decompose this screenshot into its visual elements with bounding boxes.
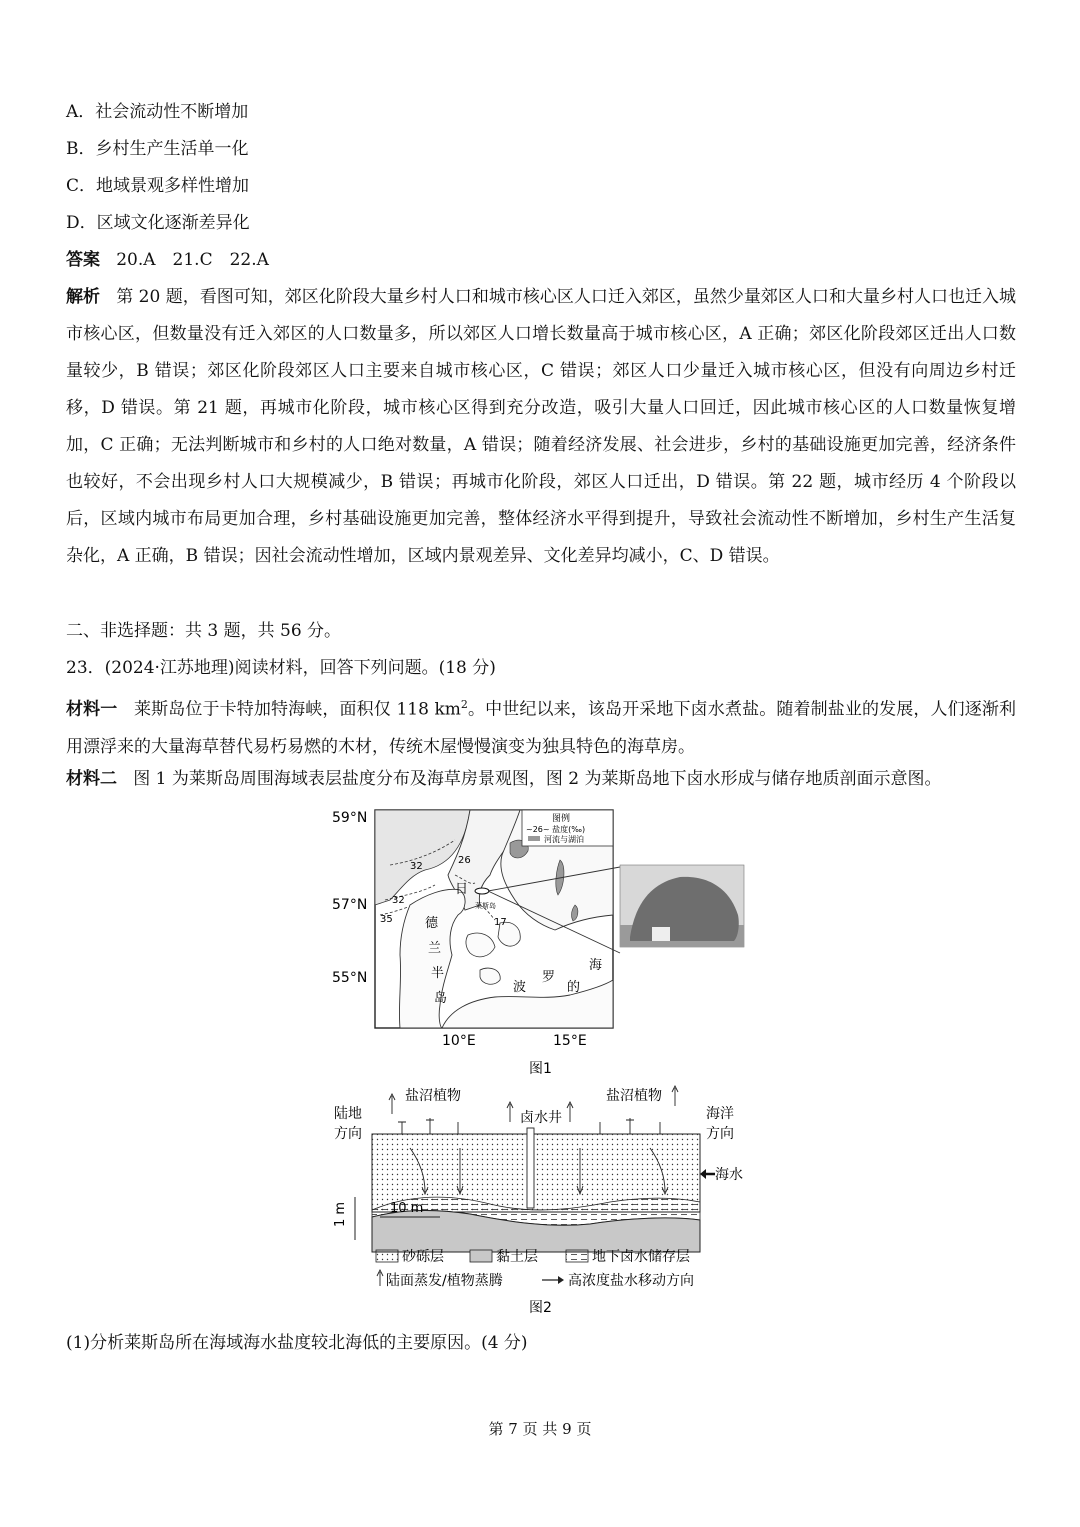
legend-sand-swatch [376,1250,398,1262]
brine-well [527,1128,534,1208]
seawater-label: 海水 [715,1167,743,1183]
isohaline-17: 17 [494,917,507,928]
lat-55: 55°N [332,970,368,986]
lat-57: 57°N [332,897,368,913]
option-d: D．区域文化逐渐差异化 [66,213,250,233]
legend-clay-swatch [470,1250,492,1262]
legend-rivers: 河流与湖泊 [544,835,584,844]
label-bo: 波 [513,980,527,995]
option-a: A．社会流动性不断增加 [66,102,249,122]
section-heading: 二、非选择题：共 3 题，共 56 分。 [66,621,342,641]
option-b: B．乡村生产生活单一化 [66,139,249,159]
material-two [66,769,941,789]
ocean-label-2: 方向 [706,1126,734,1142]
material-one-sup: 2 [460,698,468,711]
legend-salinity: ~26~ 盐度(‰) [526,825,586,834]
scale-vertical: 1 m [333,1201,348,1227]
ocean-label-1: 海洋 [706,1106,734,1122]
lat-59: 59°N [332,810,368,826]
lon-15: 15°E [553,1033,587,1049]
label-lan: 兰 [428,941,442,956]
isohaline-32b: 32 [392,895,405,906]
material-two-text: 图 1 为莱斯岛周围海域表层盐度分布及海草房景观图，图 2 为莱斯岛地下卤水形成与储存地质剖面示意图。 [133,769,942,789]
label-ri: 日 [455,882,469,897]
well-label: 卤水井 [520,1110,562,1126]
plants-label-left: 盐沼植物 [405,1088,461,1104]
label-dao: 岛 [434,991,448,1006]
legend-brine: 地下卤水储存层 [592,1249,690,1265]
page-footer: 第 7 页 共 9 页 [488,1420,592,1438]
figure-1-caption: 图1 [529,1061,552,1075]
analysis-paragraph [66,279,1016,575]
label-laeso: 莱斯岛 [475,902,496,910]
material-one-text-b: 。中世纪以来，该岛开采地下卤水煮盐。随着制盐业的发展，人们逐渐利用漂浮来的大量海草替代易朽易燃的木材，传统木屋慢慢演变为独具特色的海草房。 [66,699,1017,757]
lon-10: 10°E [442,1033,476,1049]
analysis-text: 第 20 题，看图可知，郊区化阶段大量乡村人口和城市核心区人口迁入郊区，虽然少量郊区人口和大量乡村人口也迁入城市核心区，但数量没有迁入郊区的人口数量多，所以郊区人口增长数量高于城市核心区，A 正确；郊区化阶段郊区迁出人口数量较少，B 错误；郊区化阶段郊区人口主要来自城市核心区，C 错误；郊区人口少量迁入城市核心区，但没有向周边乡村迁移，D 错误。第 21 题，再城市化阶段，城市核心区得到充分改造，吸引大量人口回迁，因此城市核心区的人口数量恢复增加，C 正确；无法判断城市和乡村的人口绝对数量，A 错误；随着经济发展、社会进步，乡村的基础设施更加完善，经济条件也较好，不会出现乡村人口大规模减少，B 错误；再城市化阶段，郊区人口迁出，D 错误。第 22 题，城市经历 4 个阶段以后，区域内城市布局更加合理，乡村基础设施更加完善，整体经济水平得到提升，导致社会流动性不断增加，乡村生产生活复杂化，A 正确，B 错误；因社会流动性增加，区域内景观差异、文化差异均减小，C、D 错误。 [66,287,1017,566]
land-label-2: 方向 [334,1126,362,1142]
material-two-label: 材料二 [66,769,117,789]
legend-title: 图例 [552,814,571,824]
legend-brine-swatch [566,1250,588,1262]
option-c: C．地域景观多样性增加 [66,176,250,196]
legend-clay: 黏土层 [496,1249,538,1265]
material-one-text-a: 莱斯岛位于卡特加特海峡，面积仅 118 km [134,699,461,720]
analysis-label: 解析 [66,287,101,307]
isohaline-35: 35 [380,914,393,925]
figure-2-caption: 图2 [529,1300,552,1316]
answer-text: 20.A 21.C 22.A [116,250,269,270]
legend-flow: 高浓度盐水移动方向 [568,1273,694,1289]
figure-2-section [330,1082,750,1320]
question-23: 23．(2024·江苏地理)阅读材料，回答下列问题。(18 分) [66,658,496,678]
label-de2: 的 [567,980,581,995]
label-luo: 罗 [542,970,556,985]
figure-1-map [330,805,750,1075]
material-one [66,686,1016,766]
legend-evaporation: 陆面蒸发/植物蒸腾 [386,1273,503,1289]
label-ban: 半 [431,966,445,981]
plants-label-right: 盐沼植物 [606,1088,662,1104]
isohaline-26: 26 [458,855,471,866]
question-1: (1)分析莱斯岛所在海域海水盐度较北海低的主要原因。(4 分) [66,1333,528,1353]
legend-sand: 砂砾层 [402,1249,444,1265]
label-hai: 海 [589,958,603,973]
land-label-1: 陆地 [334,1106,362,1122]
scale-horizontal: 10 m [390,1201,424,1216]
label-de: 德 [425,916,439,931]
isohaline-32a: 32 [410,861,423,872]
answer-line [66,250,269,270]
lake-legend-swatch [528,836,540,841]
photo-door [652,927,670,941]
answer-label: 答案 [66,250,100,270]
material-one-label: 材料一 [66,699,118,720]
